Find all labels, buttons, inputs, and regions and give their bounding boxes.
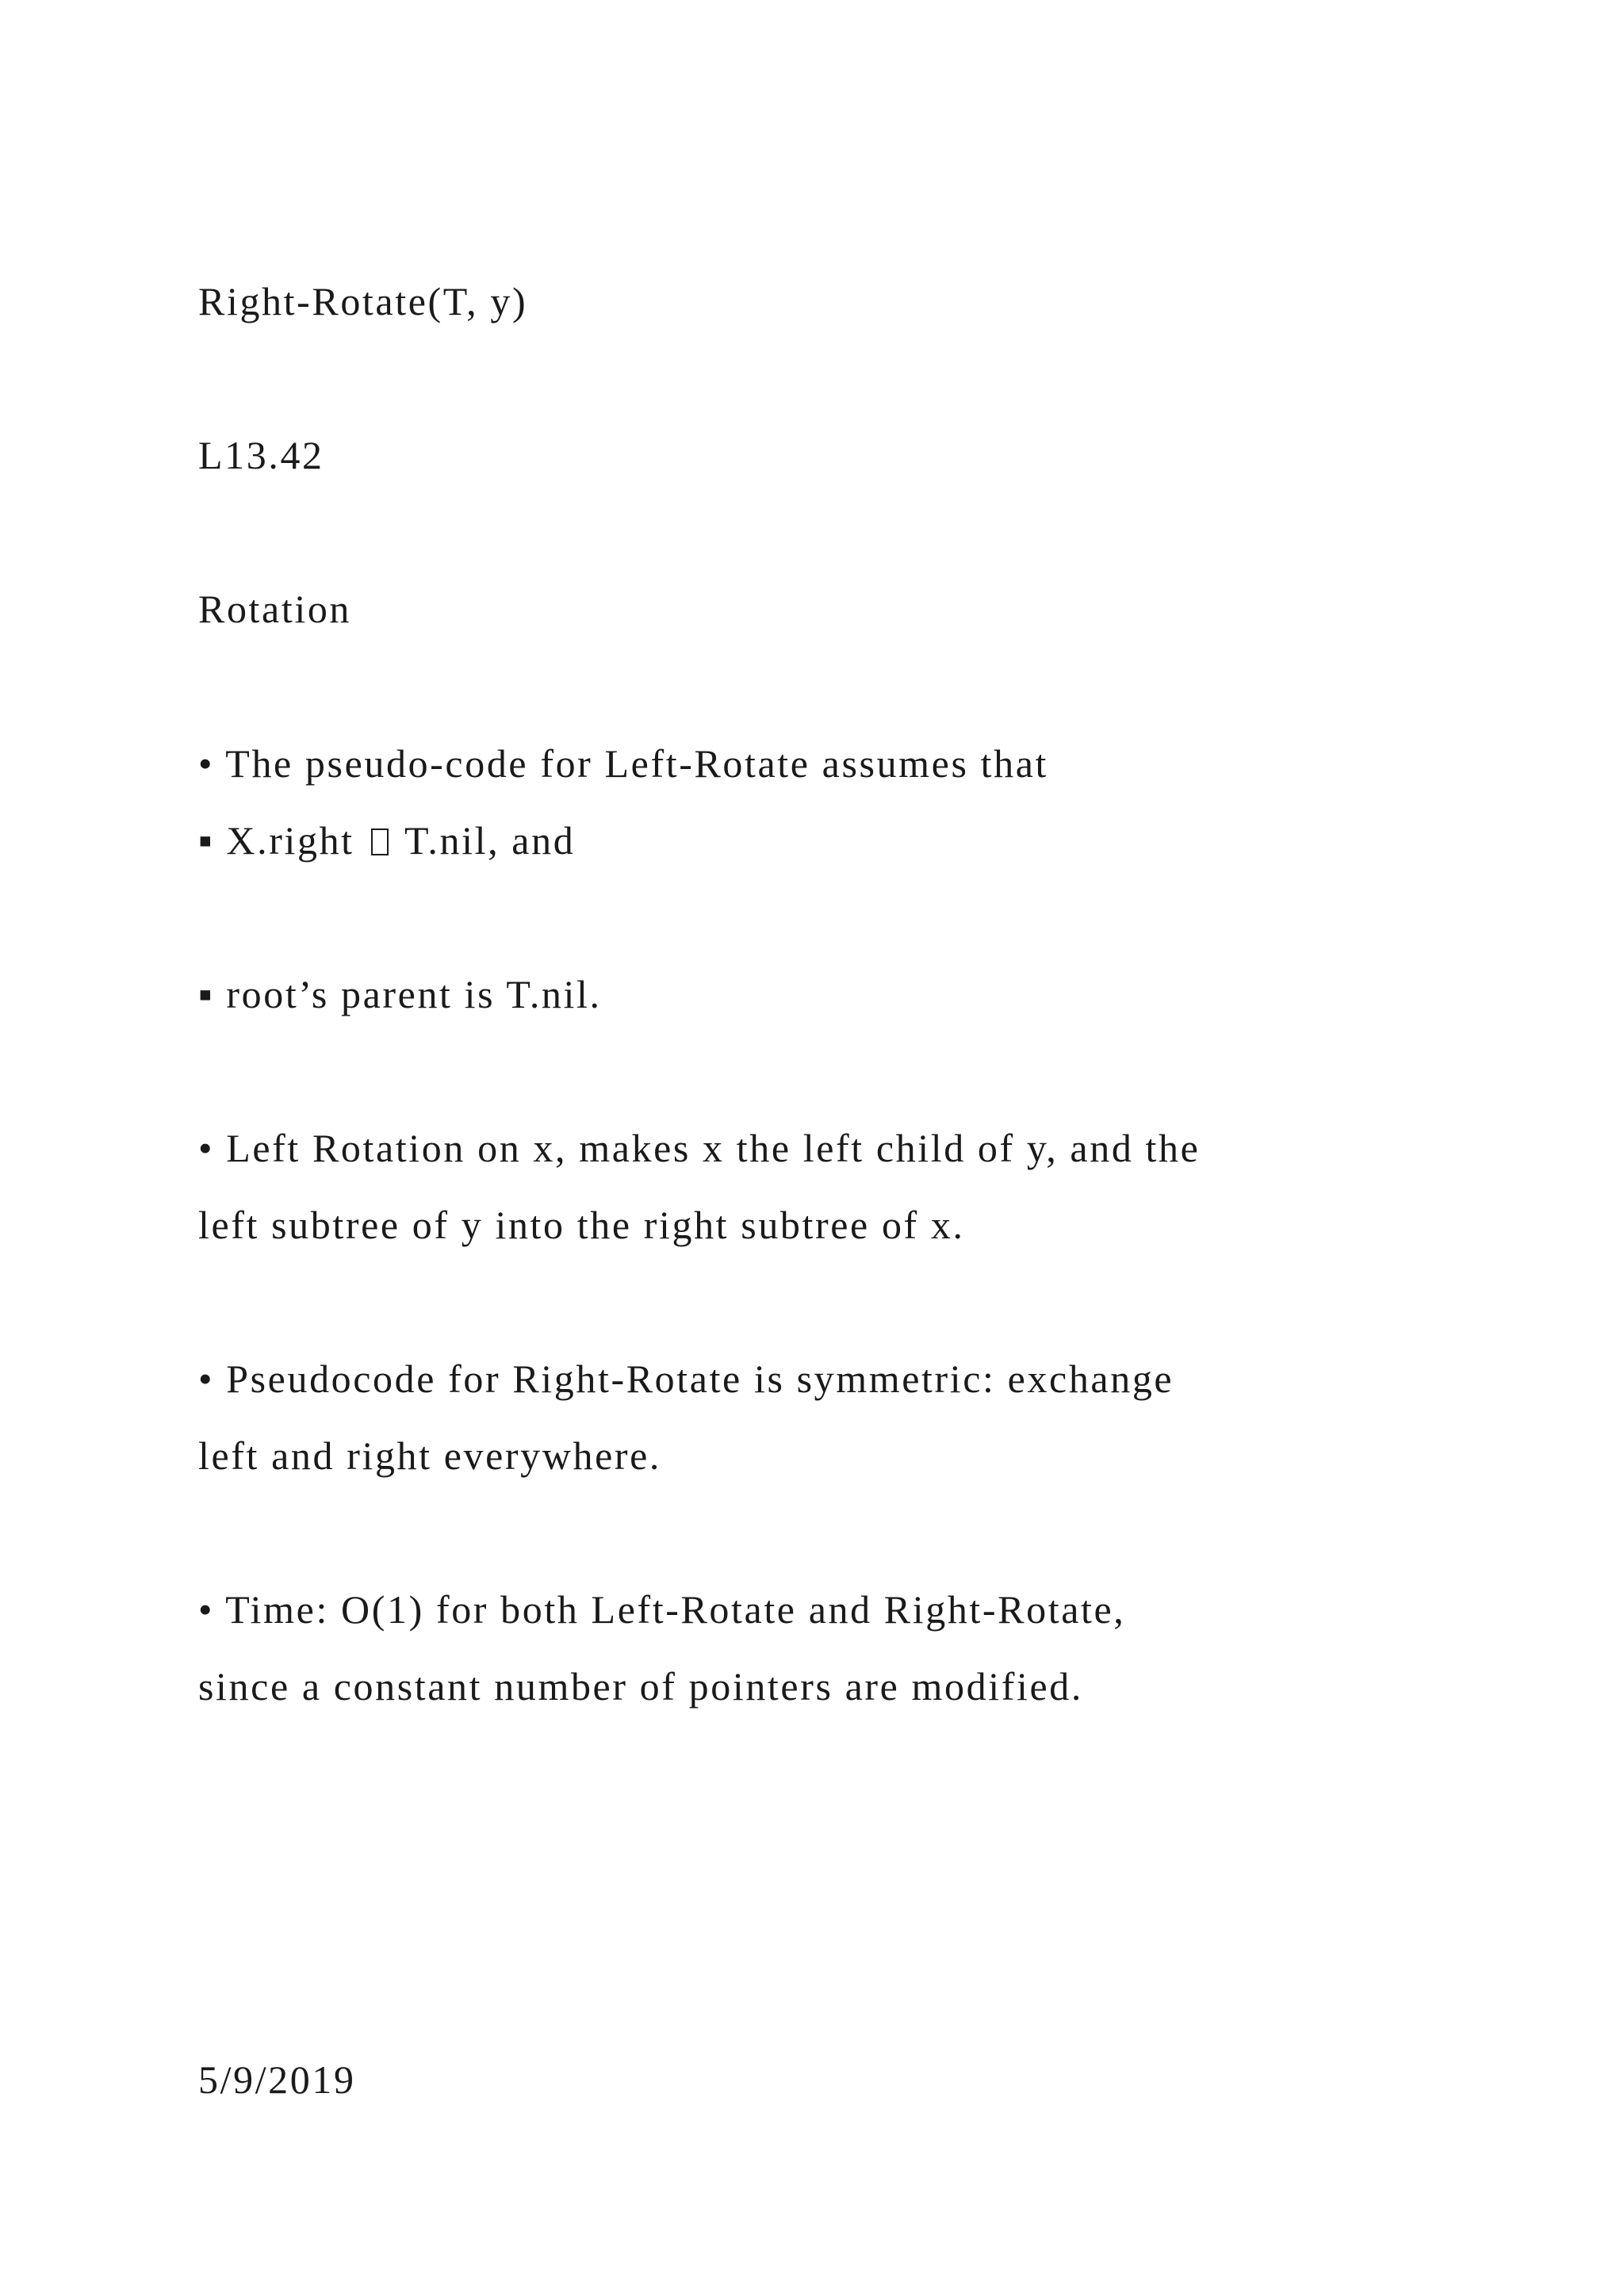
sub-bullet-text-tnil: T.nil, and [404, 818, 576, 863]
page-date: 5/9/2019 [198, 2057, 356, 2102]
sub-bullet-line-xright [198, 818, 576, 863]
bullet-line-time: • Time: O(1) for both Left-Rotate and Right-Rotate, [198, 1587, 1126, 1632]
bullet-line-pseudocode: • Pseudocode for Right-Rotate is symmetric: exchange [198, 1357, 1174, 1401]
bullet-line-time-cont: since a constant number of pointers are modified. [198, 1664, 1083, 1709]
bullet-line-left-rotation-cont: left subtree of y into the right subtree of x. [198, 1203, 965, 1247]
sub-bullet-line-root: ▪ root’s parent is T.nil. [198, 972, 602, 1016]
bullet-line-left-rotation: • Left Rotation on x, makes x the left child of y, and the [198, 1126, 1201, 1170]
slide-number: L13.42 [198, 433, 324, 477]
bullet-line-1: • The pseudo-code for Left-Rotate assumes that [198, 741, 1048, 786]
page-title: Right-Rotate(T, y) [198, 279, 528, 323]
section-heading: Rotation [198, 587, 352, 631]
missing-glyph-icon [371, 828, 389, 855]
bullet-line-pseudocode-cont: left and right everywhere. [198, 1433, 662, 1478]
sub-bullet-text-xright: ▪ X.right [198, 818, 354, 863]
